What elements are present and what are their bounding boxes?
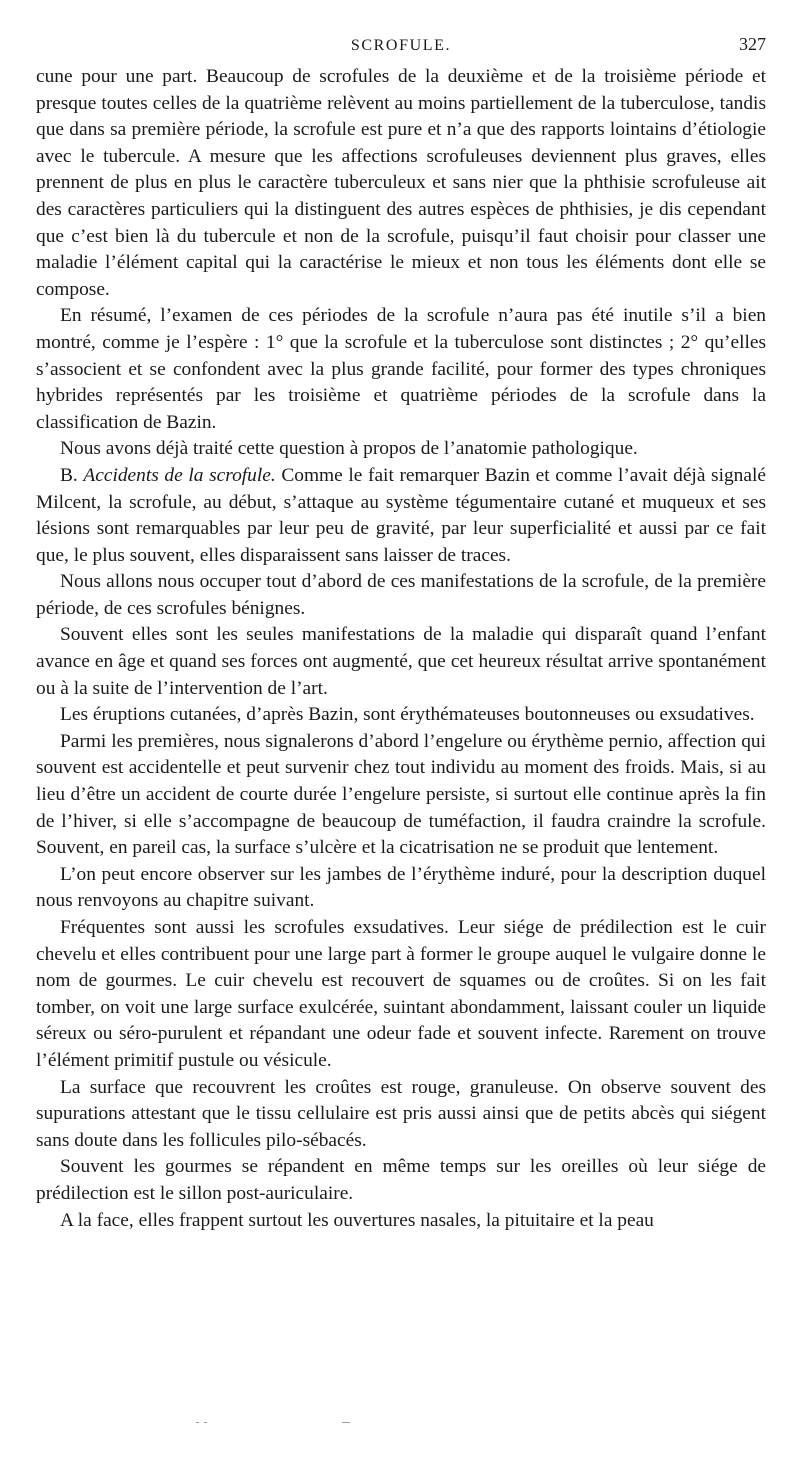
page-bottom-marks [196, 1418, 376, 1428]
running-head [36, 34, 766, 60]
paragraph-7: Parmi les premières, nous signalerons d’abord l’engelure ou érythème pernio, affection qui souvent est accidentelle et peut survenir chez tout individu au moment des froids. Mais, si au lieu d’être un accident de courte durée l’engelure persiste, si surtout elle continue après la fin de l’hiver, si elle s’accompagne de beaucoup de tuméfaction, il faudra craindre la scrofule. Souvent, en pareil cas, la surface s’ulcère et la cicatrisation ne se produit que lentement. [36, 730, 766, 859]
print-mark [196, 1422, 199, 1423]
paragraph-1: cune pour une part. Beaucoup de scrofules de la deuxième et de la troisième période et presque toutes celles de la quatrième relèvent au moins partiellement de la tuberculose, tandis que dans sa première période, la scrofule est pure et n’a que des rapports lointains d’étiologie avec le tubercule. A mesure que les affections scrofuleuses deviennent plus graves, elles prennent de plus en plus le caractère tuberculeux et sans nier que la phthisie scrofuleuse ait des caractères particuliers qui la distinguent des autres espèces de phthisies, je dis cependant que c’est bien là du tubercule et non de la scrofule, puisqu’il faut choisir pour classer une maladie l’élément capital qui la caractérise le mieux et non tous les éléments dont elle se compose. [36, 66, 766, 300]
paragraph-4: Nous allons nous occuper tout d’abord de ces manifestations de la scrofule, de la première période, de ces scrofules bénignes. [36, 571, 766, 619]
paragraph-12: A la face, elles frappent surtout les ouvertures nasales, la pituitaire et la peau [60, 1209, 654, 1231]
paragraph-9: Fréquentes sont aussi les scrofules exsudatives. Leur siége de prédilection est le cuir chevelu et elles contribuent pour une large part à former le groupe auquel le vulgaire donne le nom de gourmes. Le cuir chevelu est recouvert de squames ou de croûtes. Si on les fait tomber, on voit une large surface exulcérée, suintant abondamment, laissant couler un liquide séreux ou séro-purulent et répandant une odeur fade et souvent infecte. Rarement on trouve l’élément primitif pustule ou vésicule. [36, 917, 766, 1071]
section-title: Accidents de la scrofule. [83, 464, 276, 486]
paragraph-11: Souvent les gourmes se répandent en même temps sur les oreilles où leur siége de prédilection est le sillon post-auriculaire. [36, 1156, 766, 1204]
body-text [36, 64, 766, 1234]
paragraph-3: Nous avons déjà traité cette question à propos de l’anatomie pathologique. [60, 438, 638, 460]
section-label: B. [60, 464, 78, 486]
paragraph-10: La surface que recouvrent les croûtes est rouge, granuleuse. On observe souvent des supurations attestant que le tissu cellulaire est pris aussi ainsi que de petits abcès qui siégent sans doute dans les follicules pilo-sébacés. [36, 1076, 766, 1151]
paragraph-6: Les éruptions cutanées, d’après Bazin, sont érythémateuses boutonneuses ou exsudatives. [60, 704, 755, 726]
section-b-paragraph [36, 463, 766, 569]
paragraph-2: En résumé, l’examen de ces périodes de la scrofule n’aura pas été inutile s’il a bien montré, comme je l’espère : 1° que la scrofule et la tuberculose sont distinctes ; 2° qu’elles s’associent et se confondent avec la plus grande facilité, pour former des types chroniques hybrides représentés par les troisième et quatrième périodes de la scrofule dans la classification de Bazin. [36, 305, 766, 433]
section-b-text: Comme le fait remarquer Bazin et comme l’avait déjà signalé Milcent, la scrofule, au début, s’attaque au système tégumentaire cutané et muqueux et ses lésions sont remarquables par leur peu de gravité, par leur superficialité et aussi par ce fait que, le plus souvent, elles disparaissent sans laisser de traces. [36, 464, 766, 566]
running-title: SCROFULE. [350, 37, 452, 54]
print-mark [204, 1422, 207, 1423]
print-mark [342, 1422, 350, 1423]
page-number: 327 [739, 34, 766, 54]
paragraph-5: Souvent elles sont les seules manifestations de la maladie qui disparaît quand l’enfant avance en âge et quand ses forces ont augmenté, que cet heureux résultat arrive spontanément ou à la suite de l’intervention de l’art. [36, 624, 766, 699]
paragraph-8: L’on peut encore observer sur les jambes de l’érythème induré, pour la description duquel nous renvoyons au chapitre suivant. [36, 863, 766, 912]
